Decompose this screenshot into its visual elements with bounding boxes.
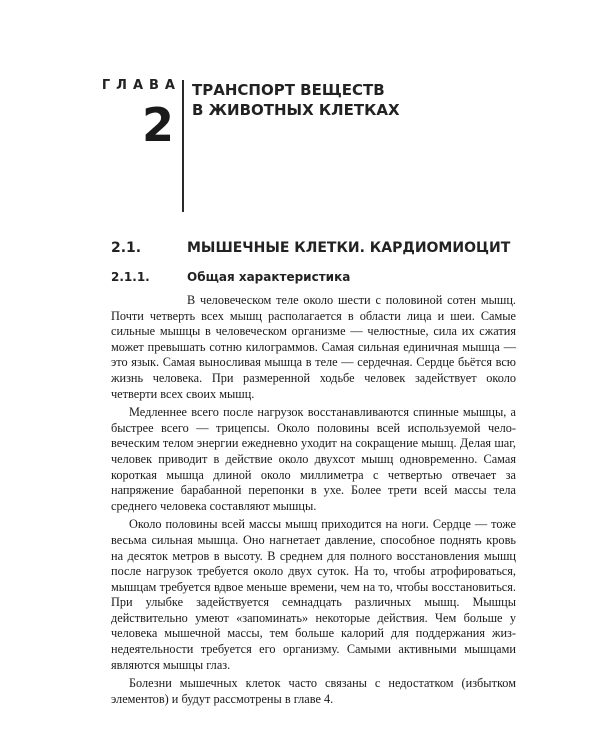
section-title: МЫШЕЧНЫЕ КЛЕТКИ. КАРДИОМИОЦИТ: [187, 240, 511, 256]
chapter-number: 2: [141, 98, 174, 152]
subsection-title: Общая характеристика: [187, 270, 351, 284]
chapter-title-line-1: ТРАНСПОРТ ВЕЩЕСТВ: [192, 81, 385, 99]
body-text: [111, 293, 516, 710]
chapter-title: [192, 80, 512, 120]
chapter-divider: [182, 80, 184, 212]
paragraph: Медленнее всего после нагрузок восстанавливаются спинные мышцы, а быстрее всего — трицепсы. Около половины всей используемой человеческим телом энергии ежедневно уходит на сокращение мышц. Делая шаг, человек приводит в действие около двухсот мышц одновременно. Самая короткая мышца длиной около миллиметра с четвертью отвечает за напряжение барабанной перепонки в ухе. Более трети всей массы тела среднего человека составляют мышцы.: [111, 405, 516, 513]
section-number: 2.1.: [111, 240, 142, 256]
chapter-label: ГЛАВА: [101, 78, 181, 93]
paragraph: Около половины всей массы мышц приходится на ноги. Сердце — тоже весьма сильная мышца. Оно нагнетает давление, способное поднять кровь на десяток метров в высоту. В среднем для полного восстановления мышц после нагрузок требуется около двух суток. На то, чтобы атрофироваться, мышцам требуется вдвое меньше времени, чем на то, чтобы восстановиться. При улыбке задействуется семнадцать различных мышц. Мышцы действительно умеют «запоминать» некоторые действия. Чем больше у человека мышечной массы, тем больше калорий для поддержания жизнедеятельности требуется его организму. Самыми активными мышцами являются мышцы глаз.: [111, 517, 516, 672]
paragraph: В человеческом теле около шести с половиной сотен мышц. Почти четверть всех мышц располагается в области лица и шеи. Самые сильные мышцы в человеческом организме — челюстные, сила их сжатия может превышать сотню килограммов. Самая сильная единичная мышца — это язык. Самая выносливая мышца в теле — сердечная. Сердце бьётся всю жизнь человека. При размеренной ходьбе человек задействует около четверти всех своих мышц.: [111, 293, 516, 401]
subsection-number: 2.1.1.: [111, 270, 150, 284]
paragraph: Болезни мышечных клеток часто связаны с недостатком (избытком элементов) и будут рассмотрены в главе 4.: [111, 676, 516, 706]
chapter-title-line-2: В ЖИВОТНЫХ КЛЕТКАХ: [192, 101, 400, 119]
